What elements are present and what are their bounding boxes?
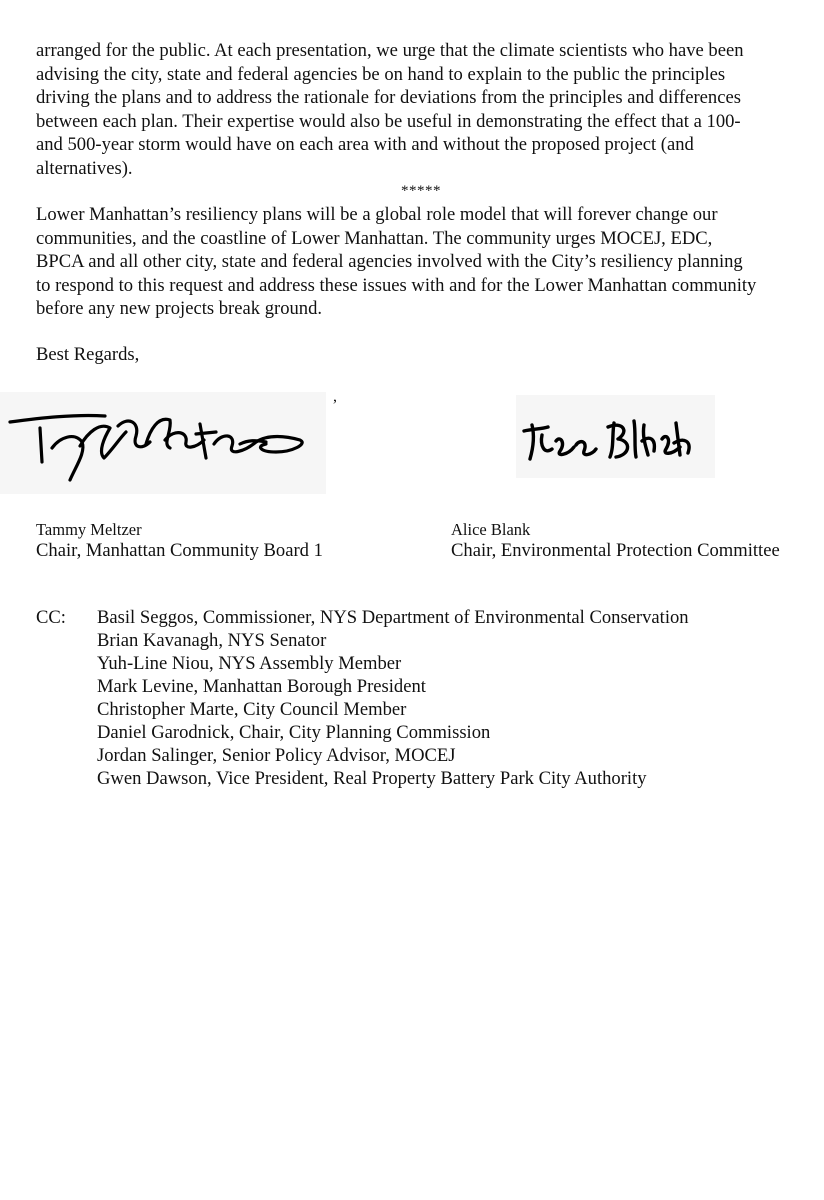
signature-tammy-meltzer bbox=[0, 392, 326, 494]
signer-name-right: Alice Blank bbox=[451, 520, 531, 539]
signature-scribble-left bbox=[0, 392, 326, 494]
cc-recipient: Daniel Garodnick, Chair, City Planning Commission bbox=[97, 722, 491, 743]
cc-label: CC: bbox=[36, 607, 66, 628]
cc-recipient: Mark Levine, Manhattan Borough President bbox=[97, 676, 426, 697]
cc-recipient-list bbox=[97, 606, 689, 790]
signature-alice-blank bbox=[516, 395, 715, 478]
signature-scribble-right bbox=[516, 395, 715, 478]
cc-recipient: Gwen Dawson, Vice President, Real Property Battery Park City Authority bbox=[97, 768, 647, 789]
cc-recipient: Brian Kavanagh, NYS Senator bbox=[97, 630, 327, 651]
cc-recipient: Basil Seggos, Commissioner, NYS Department of Environmental Conservation bbox=[97, 607, 689, 628]
signer-name-left: Tammy Meltzer bbox=[36, 520, 142, 539]
body-paragraph-2: Lower Manhattan’s resiliency plans will be a global role model that will forever change our communities, and the coastline of Lower Manhattan. The community urges MOCEJ, EDC, BPCA and all other city, state and federal agencies involved with the City’s resiliency planning to respond to this request and address these issues with and for the Lower Manhattan community before any new projects break ground. bbox=[36, 204, 757, 320]
cc-recipient: Yuh-Line Niou, NYS Assembly Member bbox=[97, 653, 402, 674]
cc-recipient: Christopher Marte, City Council Member bbox=[97, 699, 407, 720]
section-separator: ***** bbox=[401, 183, 441, 199]
cc-recipient: Jordan Salinger, Senior Policy Advisor, MOCEJ bbox=[97, 745, 456, 766]
closing-salutation: Best Regards, bbox=[36, 344, 140, 365]
body-paragraph-1: arranged for the public. At each presentation, we urge that the climate scientists who have been advising the city, state and federal agencies be on hand to explain to the public the principles driving the plans and to address the rationale for deviations from the principles and differences between each plan. Their expertise would also be useful in demonstrating the effect that a 100- and 500-year storm would have on each area with and without the proposed project (and alternatives). bbox=[36, 40, 744, 179]
signer-title-left: Chair, Manhattan Community Board 1 bbox=[36, 540, 323, 561]
signer-title-right: Chair, Environmental Protection Committee bbox=[451, 540, 780, 561]
stray-comma-mark: , bbox=[333, 388, 337, 405]
